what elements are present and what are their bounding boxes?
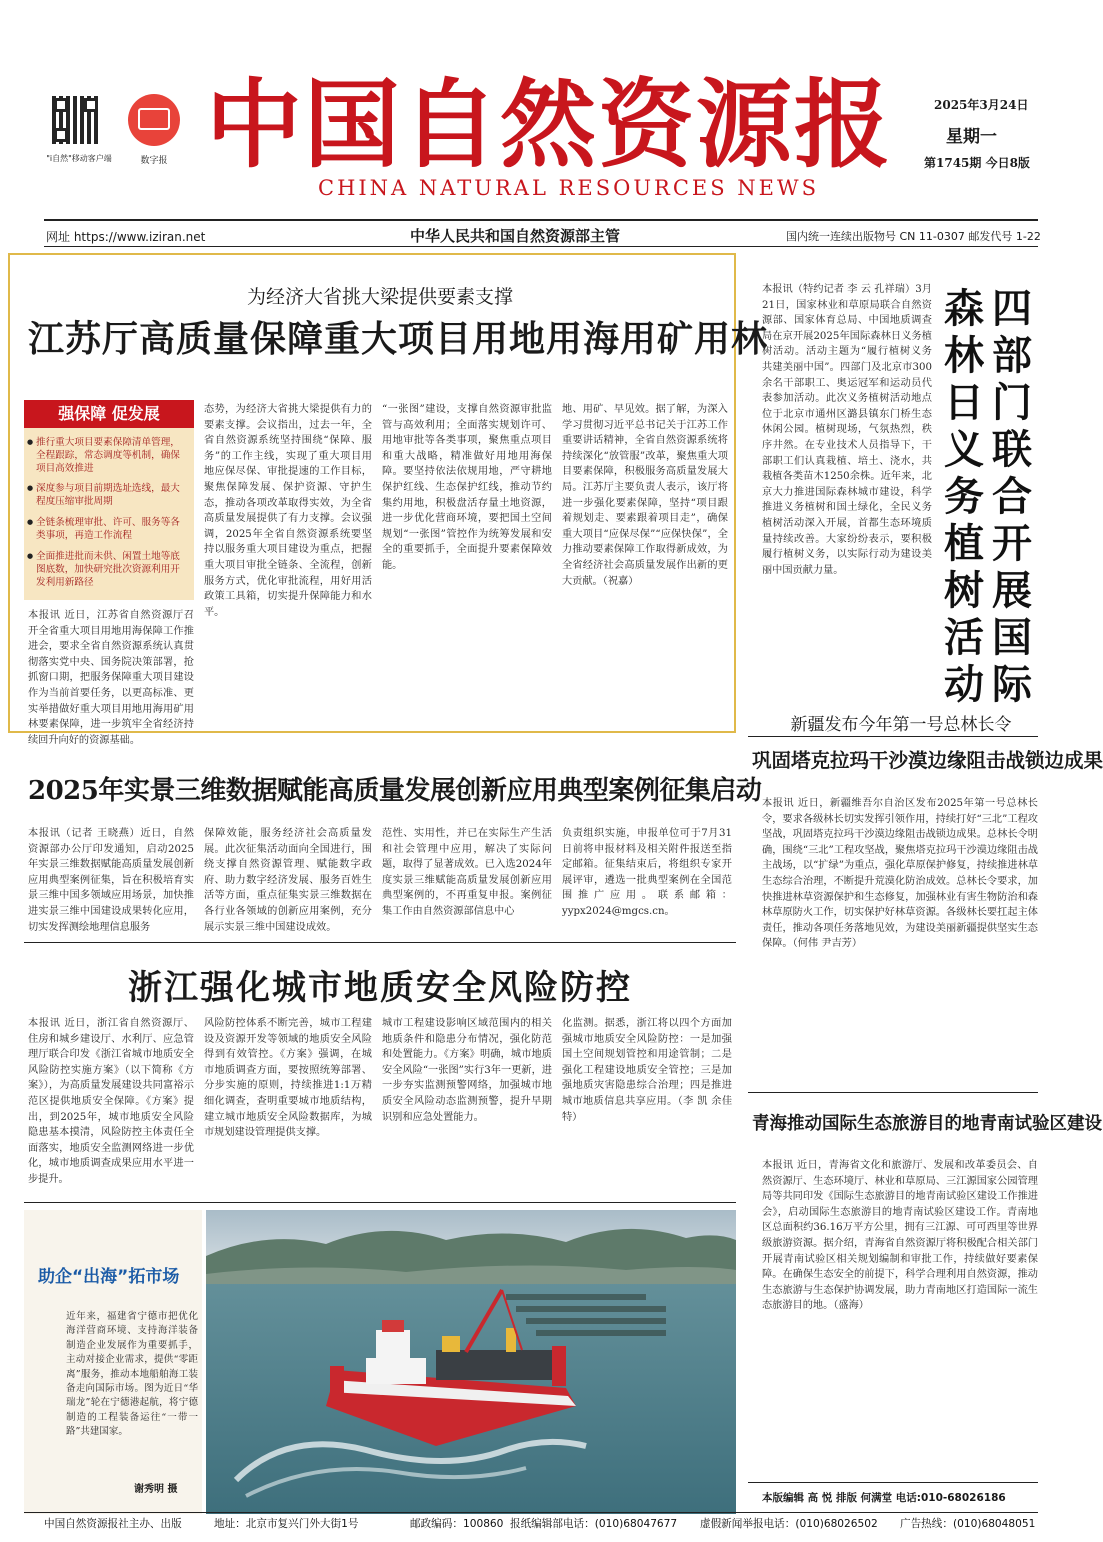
footer-rule xyxy=(24,1512,1038,1513)
top-story-sidebox xyxy=(24,400,194,600)
issue-date: 2025年3月24日 xyxy=(934,98,1029,112)
issue-number: 第1745期 今日8版 xyxy=(924,156,1030,170)
top-story-col1: 本报讯 近日，江苏省自然资源厅召开全省重大项目用地用海保障工作推进会，要求全省自然资源系统认真贯彻落实党中央、国务院决策部署，抢抓窗口期，把服务保障重大项目建设作为当前首要任务，以更高标准、更实举措做好重大项目用地用海用矿用林要素保障，进一步筑牢全省经济持续回升向好的资源基础。 xyxy=(28,610,194,746)
masthead-title: 中国自然资源报 xyxy=(206,68,892,181)
ship-photo-illustration xyxy=(206,1210,736,1514)
ship-photo xyxy=(206,1210,736,1514)
realscene-col4: 负责组织实施，申报单位可于7月31日前将申报材料及相关附件报送至指定邮箱。征集结束后，将组织专家开展评审，遴选一批典型案例在全国范围推广应用。联系邮箱：yypx2024@mgcs.cn。 xyxy=(562,828,732,917)
forest-headline-col-right xyxy=(990,286,1038,709)
xinjiang-body: 本报讯 近日，新疆维吾尔自治区发布2025年第一号总林长令，要求各级林长切实发挥引领作用，持续打好“三北”工程攻坚战，巩固塔克拉玛干沙漠边缘阻击战锁边成果。总林长令明确，围绕“三北”工程攻坚战，聚焦塔克拉玛干沙漠边缘阻击战主战场，以“扩绿”为重点，强化草原保护修复，持续推进林草生态综合治理，不断提升荒漠化防治成效。总林长令要求，加快推进林草资源保护和生态修复，加强林业有害生物防治和森林草原防火工作，切实保护好林草资源。各级林长要扛起主体责任，推动各项任务落地见效，为建设美丽新疆提供坚实生态保障。（何伟 尹吉芳） xyxy=(762,798,1038,950)
zhejiang-headline: 浙江强化城市地质安全风险防控 xyxy=(128,968,632,1008)
publication-number: 国内统一连续出版物号 CN 11-0307 邮发代号 1-22 xyxy=(786,230,1041,243)
xinjiang-kicker: 新疆发布今年第一号总林长令 xyxy=(764,710,1038,735)
zhejiang-col4: 化监测。据悉，浙江将以四个方面加强城市地质安全风险防控：一是加强国土空间规划管控和用途管制；二是强化工程建设地质安全管控；三是加强地质灾害隐患综合治理；四是推进城市地质信息共享应用。（李 凯 余佳特） xyxy=(562,1018,732,1123)
editor-credits: 本版编辑 高 悦 排版 何满堂 电话:010-68026186 xyxy=(762,1492,1006,1504)
footer-editorial-phone: 报纸编辑部电话：(010)68047677 xyxy=(510,1518,678,1530)
divider-right xyxy=(748,736,1038,737)
top-story-col2: 态势，为经济大省挑大梁提供有力的要素支撑。会议指出，过去一年，全省自然资源系统坚持围绕“保障、服务”的工作主线，实现了重大项目用地应保尽保、审批提速的工作目标，聚焦保障发展、保护资源、守护生态，推动各项改革取得实效，为全省高质量发展提供了有力支撑。会议强调，2025年全省自然资源系统要坚持以服务重大项目建设为重点，把握重大项目审批全链条、全流程，创新服务方式，优化审批流程，用好用活政策工具箱，切实提升保障能力和水平。 xyxy=(204,404,372,618)
forest-headline-text: 森林日义务植树活动 xyxy=(944,286,984,708)
photo-credit: 谢秀明 摄 xyxy=(134,1484,178,1495)
masthead-english-title: CHINA NATURAL RESOURCES NEWS xyxy=(318,176,819,200)
forest-story-body: 本报讯（特约记者 李 云 孔祥瑞）3月21日，国家林业和草原局联合自然资源部、国家体育总局、中国地质调查局在京开展2025年国际森林日义务植树活动。活动主题为“履行植树义务 共建美丽中国”。四部门及北京市300余名干部职工、奥运冠军和运动员代表参加活动。此次义务植树活动地点位于北京市通州区潞县镇东门桥生态休闲公园。植树现场，气氛热烈，秩序井然。在专业技术人员指导下，干部职工们认真栽植、培土、浇水，共栽植各类苗木1250余株。近年来，北京大力推进国际森林城市建设，科学推进义务植树和国土绿化，全民义务植树活动深入开展，首都生态环境质量持续改善。大家纷纷表示，要积极履行植树义务，以实际行动为建设美丽中国贡献力量。 xyxy=(762,284,932,576)
sponsor-line: 中华人民共和国自然资源部主管 xyxy=(410,227,621,245)
masthead-rule-bottom xyxy=(44,246,1038,247)
editor-rule xyxy=(748,1482,1038,1483)
footer-address: 地址：北京市复兴门外大街1号 xyxy=(214,1518,359,1530)
zhejiang-col2: 风险防控体系不断完善，城市工程建设及资源开发等领域的地质安全风险得到有效管控。《方案》强调，在城市地质调查方面，要按照统筹部署、分步实施的原则，持续推进1:1万精细化调查，查明重要城市地质结构，建立城市地质安全风险数据库，为城市规划建设管理提供支撑。 xyxy=(204,1018,372,1139)
sidebox-bullet: ● 深度参与项目前期选址选线，最大程度压缩审批周期 xyxy=(36,482,186,508)
zhejiang-col1: 本报讯 近日，浙江省自然资源厅、住房和城乡建设厅、水利厅、应急管理厅联合印发《浙江省城市地质安全风险防控实施方案》（以下简称《方案》），为高质量发展建设共同富裕示范区提供地质安全保障。《方案》提出，到2025年，城市地质安全风险隐患基本摸清，风险防控主体责任全面落实，地质安全监测网络进一步优化，城市地质调查成果应用水平进一步提升。 xyxy=(28,1018,194,1185)
masthead-rule xyxy=(44,219,1038,221)
realscene-col3: 范性、实用性，并已在实际生产生活和社会管理中应用，解决了实际问题，取得了显著成效。已入选2024年度实景三维赋能高质量发展创新应用典型案例的，不再重复申报。案例征集工作由自然资源部信息中心 xyxy=(382,828,552,917)
qr-caption-digital: 数字报 xyxy=(140,156,168,166)
xinjiang-headline: 巩固塔克拉玛干沙漠边缘阻击战锁边成果 xyxy=(752,749,1103,772)
photo-feature-headline: 助企“出海”拓市场 xyxy=(38,1267,180,1287)
sidebox-bullet: ● 全链条梳理审批、许可、服务等各类事项，再造工作流程 xyxy=(36,516,186,542)
realscene-headline: 2025年实景三维数据赋能高质量发展创新应用典型案例征集启动 xyxy=(28,776,762,806)
realscene-col2: 保障效能，服务经济社会高质量发展。此次征集活动面向全国进行，围绕支撑自然资源管理、赋能数字政府、助力数字经济发展、服务百姓生活等方面，重点征集实景三维数据在各行业各领域的创新应用案例，充分展示实景三维中国建设成效。 xyxy=(204,828,372,933)
photo-caption-panel xyxy=(24,1210,202,1514)
digital-paper-logo xyxy=(128,94,180,146)
top-story-kicker: 为经济大省挑大梁提供要素支撑 xyxy=(246,286,513,308)
photo-feature-caption: 近年来，福建省宁德市把优化海洋营商环境、支持海洋装备制造企业发展作为重要抓手，主动对接企业需求，提供“零距离”服务，推动本地船舶海工装备走向国际市场。图为近日“华瑞龙”轮在宁德港起航，将宁德制造的工程装备运往“一带一路”共建国家。 xyxy=(66,1311,198,1438)
issue-weekday: 星期一 xyxy=(946,127,997,147)
divider-left xyxy=(24,942,736,943)
footer-ad-phone: 广告热线：(010)68048051 xyxy=(900,1518,1036,1530)
footer-postcode: 邮政编码：100860 xyxy=(410,1518,504,1530)
sidebox-bullet: ● 全面推进批而未供、闲置土地等底图底数，加快研究批次资源利用开发利用新路径 xyxy=(36,550,186,589)
qr-code-app xyxy=(52,96,100,144)
top-story-col4: 地、用矿、早见效。据了解，为深入学习贯彻习近平总书记关于江苏工作重要讲话精神，全省自然资源系统将持续深化“放管服”改革，聚焦重大项目要素保障，积极服务高质量发展大局。江苏厅主要负责人表示，该厅将进一步强化要素保障，坚持“项目跟着规划走、要素跟着项目走”，确保重大项目“应保尽保”“应保快保”，全力推动要素保障工作取得新成效，为全省经济社会高质量发展作出新的更大贡献。（祝嘉） xyxy=(562,404,728,587)
qinghai-body: 本报讯 近日，青海省文化和旅游厅、发展和改革委员会、自然资源厅、生态环境厅、林业和草原局、三江源国家公园管理局等共同印发《国际生态旅游目的地青南试验区建设工作推进会》，启动国际生态旅游目的地青南试验区建设工作。青南地区总面积约36.16万平方公里，拥有三江源、可可西里等世界级旅游资源。据介绍，青海省自然资源厅将积极配合相关部门开展青南试验区相关规划编制和审批工作，持续做好要素保障。在确保生态安全的前提下，科学合理利用自然资源，推动生态旅游与生态保护协调发展，助力青南地区打造国际一流生态旅游目的地。（盛海） xyxy=(762,1160,1038,1312)
top-story-col3: “一张图”建设，支撑自然资源审批监管与高效利用；全面落实规划许可、用地审批等各类事项，聚焦重点项目和重大战略，精准做好用地用海保障。要坚持依法依规用地，严守耕地保护红线、生态保护红线，推动节约集约用地，积极盘活存量土地资源，进一步优化营商环境，要把国土空间规划“一张图”管控作为统筹发展和安全的重要抓手，全面提升要素保障效能。 xyxy=(382,404,552,571)
forest-headline-text: 四部门联合开展国际 xyxy=(992,286,1032,708)
divider-left-2 xyxy=(24,1202,736,1203)
qinghai-headline: 青海推动国际生态旅游目的地青南试验区建设 xyxy=(752,1114,1102,1134)
sidebox-title: 强保障 促发展 xyxy=(24,400,194,428)
footer-report-phone: 虚假新闻举报电话：(010)68026502 xyxy=(700,1518,878,1530)
sidebox-bullet: ● 推行重大项目要素保障清单管理，全程跟踪，常态调度等机制，确保项目高效推进 xyxy=(36,436,186,475)
qr-caption-app: "i自然"移动客户端 xyxy=(46,154,112,163)
forest-headline-col-left xyxy=(942,286,990,709)
zhejiang-col3: 城市工程建设影响区域范围内的相关地质条件和隐患分布情况，强化防范和处置能力。《方案》明确，城市地质安全风险“一张图”实行3年一更新，进一步夯实监测预警网络，加强城市地质安全风险动态监测预警，提升早期识别和应急处置能力。 xyxy=(382,1018,552,1123)
footer-publisher: 中国自然资源报社主办、出版 xyxy=(44,1518,182,1530)
website-link[interactable]: 网址 https://www.iziran.net xyxy=(46,230,206,244)
divider-right-2 xyxy=(748,1092,1038,1093)
realscene-col1: 本报讯（记者 王晓燕）近日，自然资源部办公厅印发通知，启动2025年实景三维数据赋能高质量发展创新应用典型案例征集，旨在积极培育实景三维中国多领域应用场景，加快推进实景三维中国建设成果转化应用，切实发挥测绘地理信息服务 xyxy=(28,828,194,933)
top-story-headline: 江苏厅高质量保障重大项目用地用海用矿用林 xyxy=(28,319,769,360)
